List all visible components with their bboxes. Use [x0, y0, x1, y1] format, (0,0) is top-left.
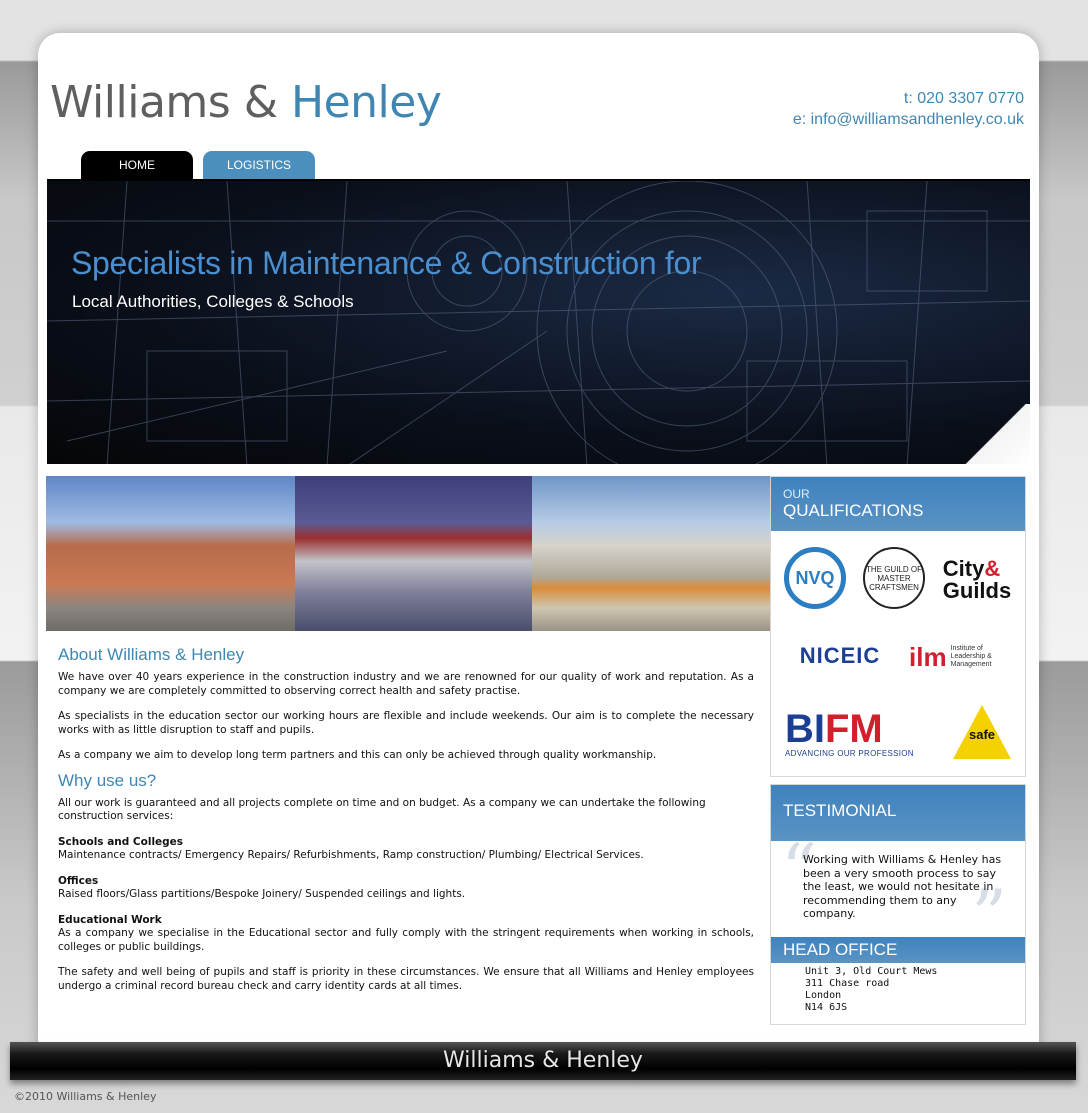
testimonial-title: TESTIMONIAL: [783, 801, 897, 820]
tab-home[interactable]: HOME: [81, 151, 193, 179]
bifm-fm: FM: [825, 706, 883, 751]
banner-title: Specialists in Maintenance & Construction for: [71, 245, 702, 281]
school-photo-1: [46, 476, 295, 631]
photo-strip: [46, 476, 770, 631]
email-link[interactable]: e: info@williamsandhenley.co.uk: [792, 111, 1024, 128]
guild-logo: THE GUILD OF MASTER CRAFTSMEN: [863, 547, 925, 609]
city-guilds-amp: &: [984, 556, 1001, 581]
service-text: Raised floors/Glass partitions/Bespoke Joinery/ Suspended ceilings and lights.: [58, 888, 466, 900]
qualifications-header: [771, 477, 1025, 531]
banner-subtitle: Local Authorities, Colleges & Schools: [72, 292, 354, 311]
hero-banner: [47, 179, 1030, 464]
address-line: 311 Chase road: [805, 978, 890, 989]
contact-info: [793, 88, 1024, 130]
niceic-logo: NICEIC: [799, 643, 881, 668]
school-photo-2: [295, 476, 532, 631]
service-text: As a company we specialise in the Educational sector and fully comply with the stringent requirements when working in schools, colleges or public buildings.: [58, 927, 754, 953]
close-quote-icon: ”: [971, 875, 1007, 957]
service-item: [58, 875, 754, 902]
why-intro: All our work is guaranteed and all projects complete on time and on budget. As a company we can undertake the following construction services:: [58, 796, 706, 822]
logo-henley: Henley: [291, 77, 442, 128]
testimonial-text: Working with Williams & Henley has been a very smooth process to say the least, we would not hesitate in recommending them to any company.: [803, 853, 1002, 920]
why-heading: Why use us?: [58, 770, 157, 790]
bifm-tagline: ADVANCING OUR PROFESSION: [785, 748, 914, 758]
address-line: Unit 3, Old Court Mews: [805, 966, 938, 977]
city-guilds-guilds: Guilds: [942, 578, 1012, 603]
logo-ampersand: &: [243, 77, 278, 128]
testimonial-box: [770, 784, 1026, 1025]
nvq-logo: NVQ: [784, 547, 846, 609]
phone-number: t: 020 3307 0770: [903, 90, 1024, 107]
ilm-logo: [909, 637, 1017, 677]
ilm-mark: ilm: [909, 641, 947, 672]
logo-williams: Williams: [50, 77, 231, 128]
service-text: Maintenance contracts/ Emergency Repairs/ Refurbishments, Ramp construction/ Plumbing/ Electrical Services.: [58, 849, 644, 861]
city-guilds-logo: [937, 553, 1017, 607]
service-item: [58, 836, 754, 863]
gas-safe-logo: [953, 703, 1011, 761]
sidebar: [770, 476, 1026, 1025]
qualifications-title: QUALIFICATIONS: [783, 501, 924, 520]
address-line: N14 6JS: [805, 1002, 848, 1013]
ilm-text: Institute of Leadership & Management: [950, 645, 992, 668]
site-logo[interactable]: [50, 77, 441, 128]
service-title: Educational Work: [58, 913, 162, 926]
page-curl: [960, 404, 1030, 464]
copyright-text: ©2010 Williams & Henley: [14, 1090, 157, 1103]
about-heading: About Williams & Henley: [58, 645, 245, 664]
school-photo-3: [532, 476, 770, 631]
gas-safe-text: safe: [968, 727, 996, 742]
why-closing: The safety and well being of pupils and staff is priority in these circumstances. We ensure that all Williams and Henley employees undergo a criminal record bureau check and carry identity cards at all times.: [58, 966, 754, 992]
service-title: Schools and Colleges: [58, 835, 184, 848]
page-container: [38, 33, 1039, 1053]
service-item: [58, 914, 754, 955]
main-content: [58, 645, 754, 1005]
bifm-bi: BI: [785, 706, 825, 751]
head-office-title: HEAD OFFICE: [783, 940, 898, 959]
head-office-address: [771, 963, 1025, 1024]
service-title: Offices: [58, 874, 99, 887]
bifm-logo: [785, 703, 931, 763]
city-guilds-city: City: [942, 556, 985, 581]
qualifications-small: OUR: [783, 487, 810, 501]
blueprint-illustration: [47, 181, 1030, 464]
footer-bar: [10, 1042, 1076, 1080]
qualification-logos: [771, 531, 1025, 776]
address-line: London: [805, 990, 842, 1001]
open-quote-icon: “: [781, 829, 817, 911]
qualifications-box: [770, 476, 1026, 777]
about-paragraph: As a company we aim to develop long term partners and this can only be achieved through quality workmanship.: [58, 749, 657, 761]
about-paragraph: As specialists in the education sector our working hours are flexible and include weekends. Our aim is to complete the necessary works with as little disruption to staff and pupils.: [58, 710, 754, 736]
tab-logistics[interactable]: LOGISTICS: [203, 151, 315, 179]
about-paragraph: We have over 40 years experience in the construction industry and we are renowned for our quality of work and reputation. As a company we are completely committed to observing correct health and safety practise.: [58, 671, 754, 697]
footer-logo[interactable]: Williams & Henley: [443, 1048, 643, 1073]
